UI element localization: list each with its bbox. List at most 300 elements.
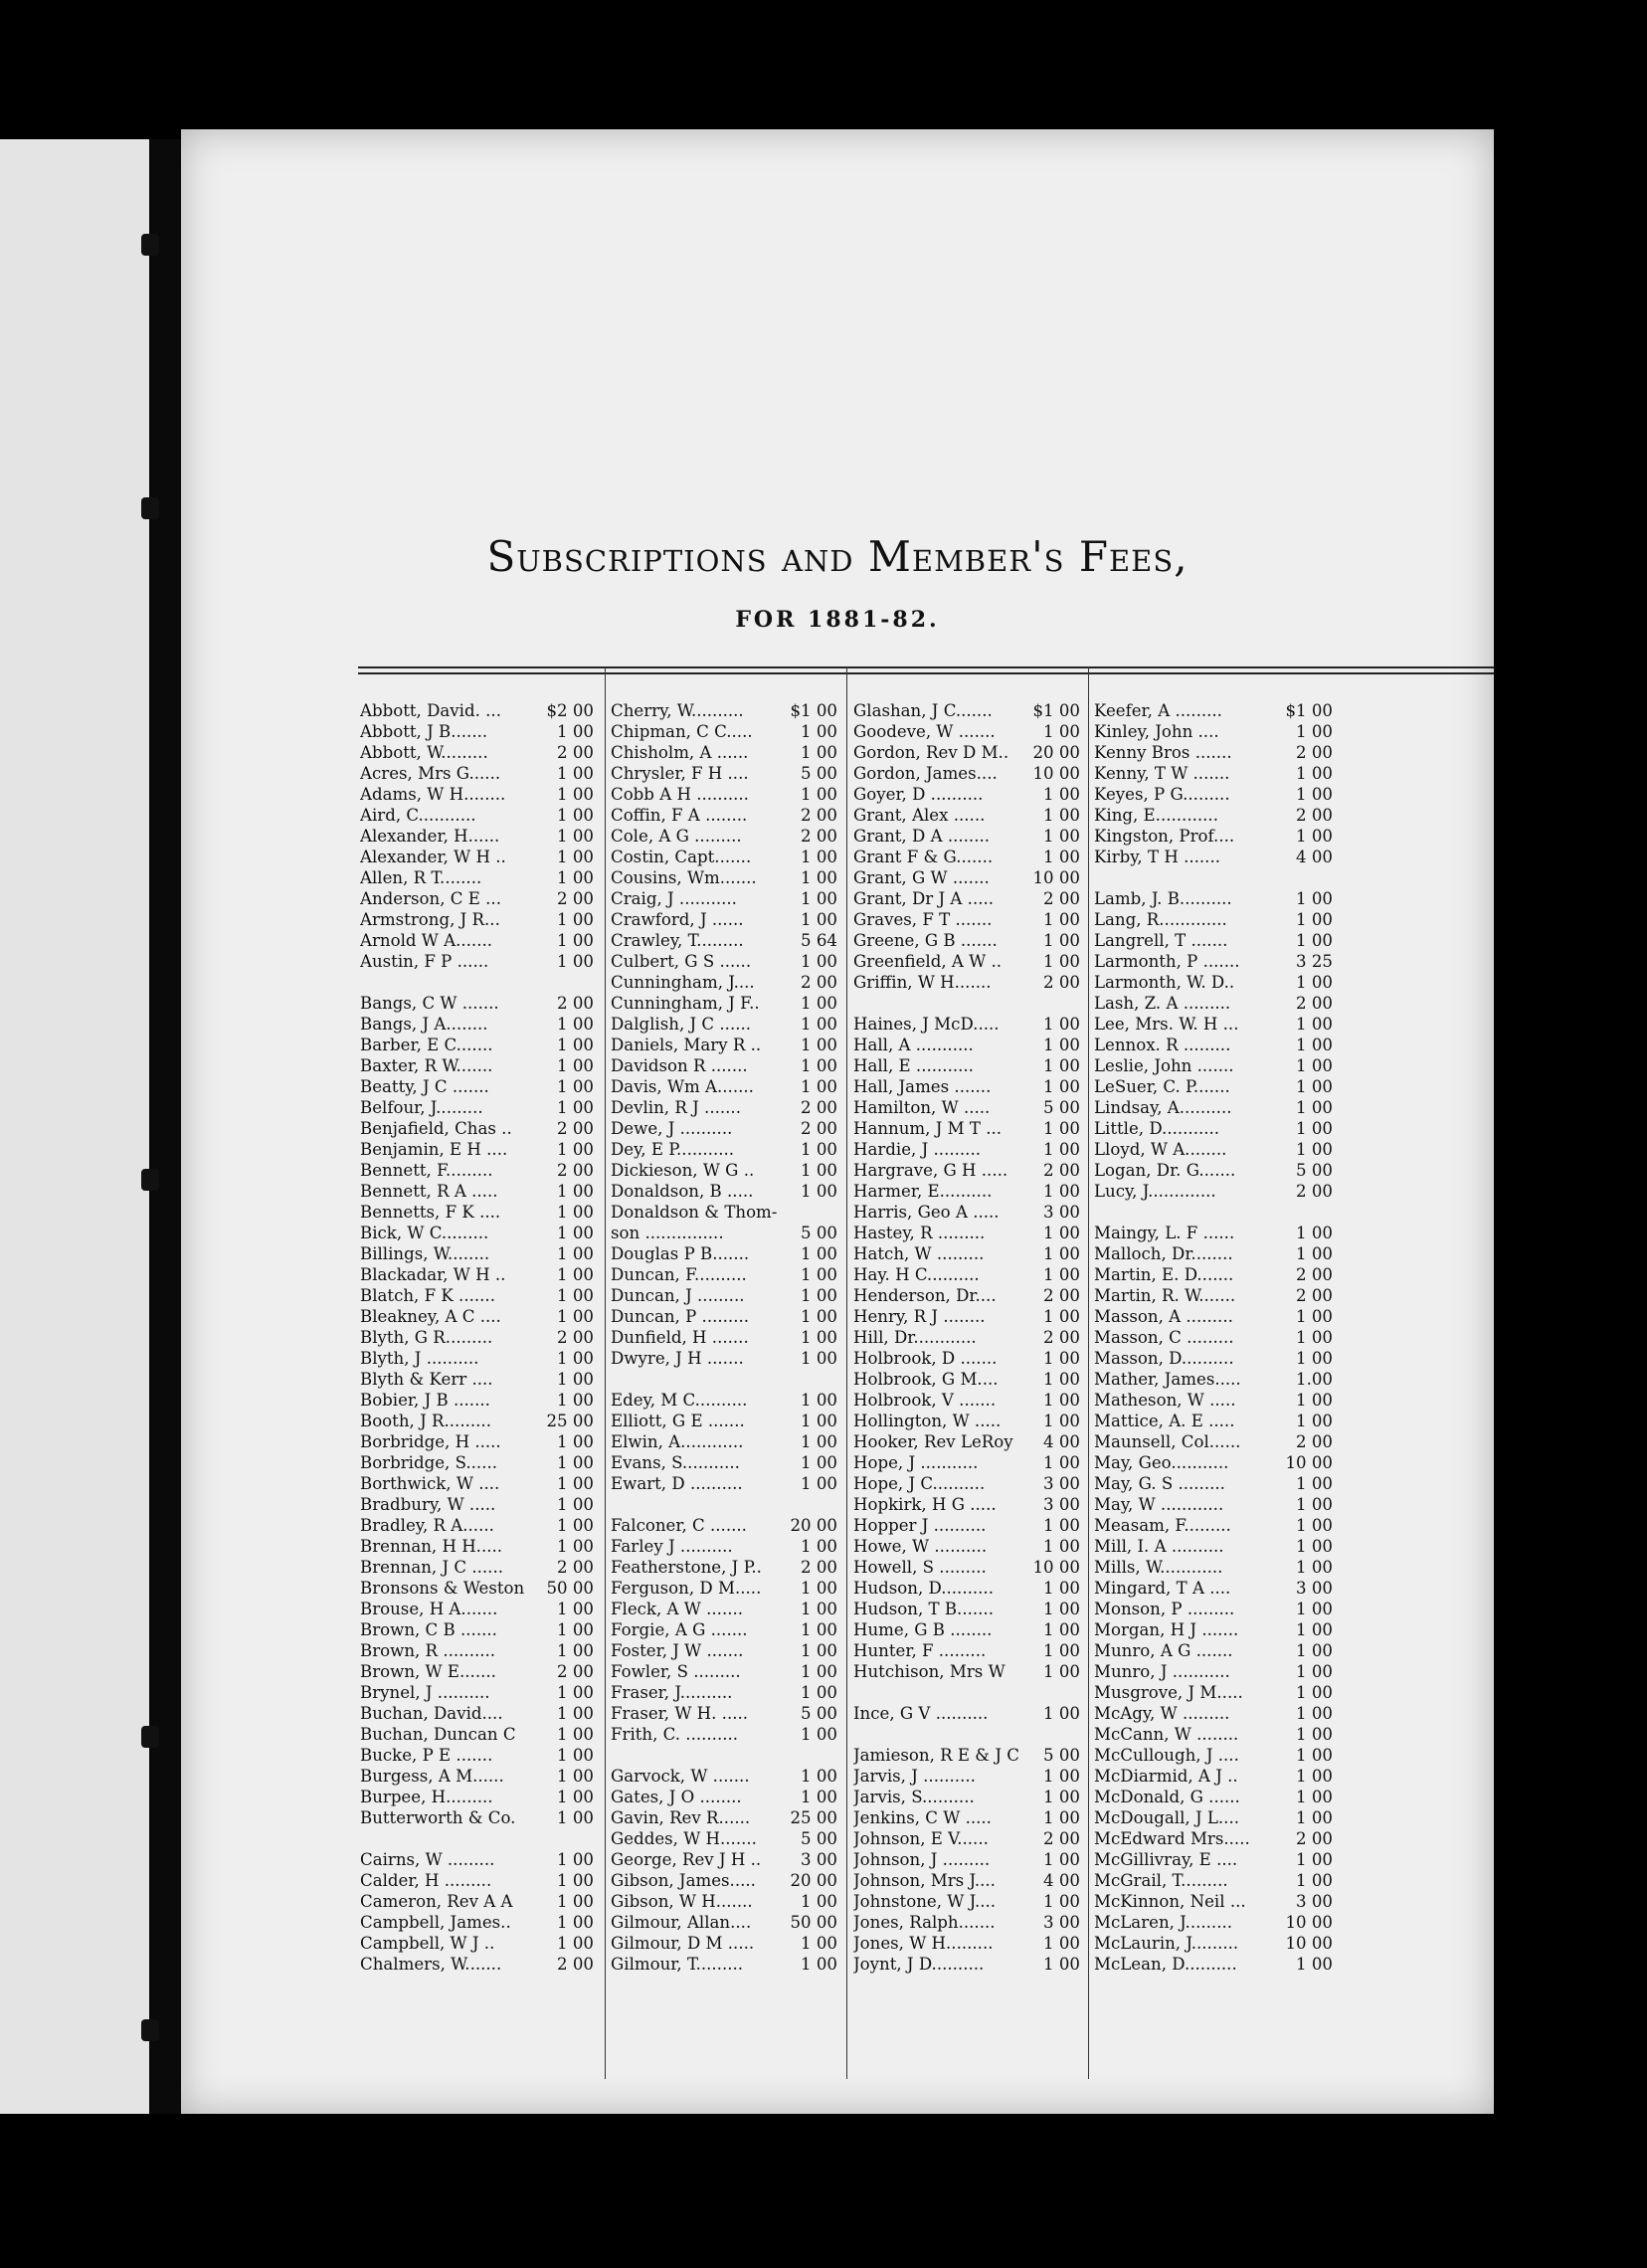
subscription-amount: 1 00 xyxy=(1296,1244,1333,1263)
subscription-amount: 2 00 xyxy=(1043,889,1080,908)
subscriber-entry xyxy=(1094,1473,1333,1494)
subscription-amount: 1 00 xyxy=(557,952,594,971)
subscriber-entry xyxy=(1094,1787,1333,1807)
subscriber-entry xyxy=(853,1202,1080,1223)
subscriber-entry xyxy=(611,930,837,951)
subscriber-name: Hamilton, W ..... xyxy=(853,1098,991,1117)
subscription-amount: 1 00 xyxy=(1296,1328,1333,1347)
subscriber-entry xyxy=(1094,867,1333,888)
subscription-amount: 1 00 xyxy=(557,1600,594,1618)
subscriber-entry xyxy=(1094,1181,1333,1202)
subscriber-entry xyxy=(853,1787,1080,1807)
column-divider xyxy=(846,666,847,2079)
subscriber-entry xyxy=(360,930,594,951)
subscription-amount: 20 00 xyxy=(1032,743,1080,762)
subscriber-entry xyxy=(611,1202,837,1223)
subscriber-entry xyxy=(360,1766,594,1787)
subscription-amount: 1 00 xyxy=(1296,1349,1333,1368)
subscription-amount xyxy=(831,1369,837,1390)
subscriber-entry xyxy=(1094,1724,1333,1745)
subscriber-name: Grant, D A ........ xyxy=(853,827,991,846)
subscriber-entry xyxy=(853,1578,1080,1599)
subscription-amount: 1 00 xyxy=(801,1140,837,1159)
subscriber-entry xyxy=(1094,1557,1333,1578)
subscriber-name: Lamb, J. B.......... xyxy=(1094,889,1232,908)
subscriber-name: Chisholm, A ...... xyxy=(611,743,749,762)
subscription-amount: 50 00 xyxy=(546,1579,594,1598)
subscription-amount: 1 00 xyxy=(1043,1349,1080,1368)
subscription-amount: 2 00 xyxy=(1296,994,1333,1013)
subscriber-name: Falconer, C ....... xyxy=(611,1516,747,1535)
subscription-amount: 1 00 xyxy=(557,1934,594,1953)
subscriber-name: Alexander, H...... xyxy=(360,827,500,846)
subscription-amount: 1 00 xyxy=(557,1453,594,1472)
subscriber-name: McLean, D.......... xyxy=(1094,1955,1237,1974)
subscriber-entry xyxy=(611,1703,837,1724)
subscription-amount: 1 00 xyxy=(1296,1056,1333,1075)
column-divider xyxy=(1088,666,1089,2079)
subscription-amount: 2 00 xyxy=(557,994,594,1013)
subscription-amount: 1 00 xyxy=(801,1349,837,1368)
subscription-amount: 1 00 xyxy=(1043,1265,1080,1284)
subscriber-entry xyxy=(360,1891,594,1912)
subscriber-entry xyxy=(611,1912,837,1933)
subscriber-name: Brennan, J C ...... xyxy=(360,1558,503,1577)
subscriber-name: Goyer, D .......... xyxy=(853,785,984,804)
subscription-amount: $1 00 xyxy=(790,701,837,720)
subscription-amount: 1 00 xyxy=(557,1683,594,1702)
subscriber-name: Measam, F......... xyxy=(1094,1516,1231,1535)
subscription-amount: 1 00 xyxy=(557,1015,594,1034)
subscription-amount: 1 00 xyxy=(1043,848,1080,866)
subscriber-entry xyxy=(360,1139,594,1160)
subscriber-name: Hudson, D.......... xyxy=(853,1579,994,1598)
subscriber-entry xyxy=(611,1787,837,1807)
subscriber-entry xyxy=(853,763,1080,784)
subscription-amount: 1 00 xyxy=(801,785,837,804)
subscriber-entry xyxy=(611,1828,837,1849)
subscriber-entry xyxy=(611,1849,837,1870)
subscriber-entry xyxy=(360,1933,594,1954)
subscription-amount: 1 00 xyxy=(801,1579,837,1598)
subscriber-entry xyxy=(611,1473,837,1494)
subscriber-name: Gavin, Rev R...... xyxy=(611,1808,751,1827)
subscriber-entry xyxy=(853,1912,1080,1933)
subscriber-entry xyxy=(611,1891,837,1912)
subscriber-entry xyxy=(853,1494,1080,1515)
subscriber-name: Bangs, J A........ xyxy=(360,1015,488,1034)
subscription-amount: 1 00 xyxy=(801,1307,837,1326)
subscriber-entry xyxy=(853,1306,1080,1327)
subscriber-name: Cherry, W.......... xyxy=(611,701,744,720)
subscription-amount: 1 00 xyxy=(801,1725,837,1744)
subscriber-name: Belfour, J......... xyxy=(360,1098,483,1117)
subscription-amount: 1 00 xyxy=(1296,1788,1333,1806)
subscriber-entry xyxy=(611,1807,837,1828)
subscription-amount: $1 00 xyxy=(1285,701,1333,720)
subscriber-name: May, W ............ xyxy=(1094,1495,1224,1514)
subscriber-name: Austin, F P ...... xyxy=(360,952,489,971)
subscriber-name: Hall, James ....... xyxy=(853,1077,992,1096)
subscription-amount: 1 00 xyxy=(1043,1370,1080,1389)
binding-stitch xyxy=(141,497,159,519)
subscription-amount: 1 00 xyxy=(557,1203,594,1222)
subscriber-entry xyxy=(1094,1076,1333,1097)
subscriber-name: Brown, R .......... xyxy=(360,1641,496,1660)
subscriber-name: Brown, W E....... xyxy=(360,1662,496,1681)
subscriber-name: Monson, P ......... xyxy=(1094,1600,1235,1618)
subscriber-entry xyxy=(1094,721,1333,742)
subscriber-name: Davis, Wm A....... xyxy=(611,1077,754,1096)
subscriber-column-4 xyxy=(1094,700,1333,1975)
subscriber-name: Geddes, W H....... xyxy=(611,1829,757,1848)
subscriber-entry xyxy=(611,1557,837,1578)
subscription-amount xyxy=(1074,1724,1080,1745)
subscriber-entry xyxy=(360,1473,594,1494)
subscription-amount: 1 00 xyxy=(1043,1307,1080,1326)
subscription-amount: 1 00 xyxy=(557,1871,594,1890)
subscriber-name: Leslie, John ....... xyxy=(1094,1056,1234,1075)
subscriber-entry xyxy=(1094,700,1333,721)
subscriber-name: Donaldson, B ..... xyxy=(611,1182,754,1201)
subscriber-entry xyxy=(611,1348,837,1369)
subscriber-name: Malloch, Dr........ xyxy=(1094,1244,1233,1263)
subscriber-name: McDiarmid, A J .. xyxy=(1094,1767,1238,1786)
subscriber-entry xyxy=(360,1369,594,1390)
subscriber-entry xyxy=(611,700,837,721)
subscription-amount: 1 00 xyxy=(801,910,837,929)
subscriber-entry xyxy=(853,1599,1080,1619)
subscriber-name: McLaren, J......... xyxy=(1094,1913,1233,1932)
subscriber-name: Bradley, R A...... xyxy=(360,1516,494,1535)
subscription-amount: 2 00 xyxy=(557,1662,594,1681)
subscriber-entry xyxy=(1094,1870,1333,1891)
subscriber-name: McKinnon, Neil ... xyxy=(1094,1892,1246,1911)
subscription-amount: 2 00 xyxy=(557,1328,594,1347)
subscription-amount: 1 00 xyxy=(801,722,837,741)
subscriber-name: Craig, J ........... xyxy=(611,889,737,908)
subscription-amount: 1 00 xyxy=(1296,1015,1333,1034)
subscriber-name: Langrell, T ....... xyxy=(1094,931,1228,950)
subscriber-name: Harmer, E.......... xyxy=(853,1182,993,1201)
subscriber-entry xyxy=(611,1452,837,1473)
subscription-amount: 1 00 xyxy=(1296,1036,1333,1054)
subscriber-name: Blackadar, W H .. xyxy=(360,1265,506,1284)
subscriber-name: Gordon, James.... xyxy=(853,764,998,783)
subscriber-entry xyxy=(1094,888,1333,909)
subscriber-entry xyxy=(360,805,594,826)
subscription-amount: 1 00 xyxy=(557,1056,594,1075)
subscriber-entry xyxy=(853,1473,1080,1494)
subscriber-entry xyxy=(1094,1640,1333,1661)
subscription-amount: 1 00 xyxy=(1043,1641,1080,1660)
subscriber-column-1 xyxy=(360,700,594,1975)
subscriber-entry xyxy=(611,1285,837,1306)
subscription-amount: 1 00 xyxy=(1296,722,1333,741)
subscription-amount: 2 00 xyxy=(1296,1829,1333,1848)
subscription-amount: 2 00 xyxy=(1296,743,1333,762)
subscriber-entry xyxy=(611,1745,837,1766)
subscriber-name: Dey, E P........... xyxy=(611,1140,735,1159)
subscriber-name: Benjamin, E H .... xyxy=(360,1140,508,1159)
subscription-amount: 1 00 xyxy=(801,1432,837,1451)
subscriber-entry xyxy=(360,826,594,847)
subscriber-name: Jones, Ralph....... xyxy=(853,1913,996,1932)
subscription-amount: 2 00 xyxy=(557,1119,594,1138)
subscriber-entry xyxy=(853,1431,1080,1452)
subscriber-entry xyxy=(611,1724,837,1745)
subscriber-entry xyxy=(360,700,594,721)
subscriber-name: McDonald, G ...... xyxy=(1094,1788,1240,1806)
subscriber-entry xyxy=(853,993,1080,1014)
subscriber-name: Duncan, P ......... xyxy=(611,1307,750,1326)
subscription-amount: 1 00 xyxy=(1043,1036,1080,1054)
subscriber-entry xyxy=(360,742,594,763)
subscriber-name: Maingy, L. F ...... xyxy=(1094,1224,1235,1242)
subscriber-entry xyxy=(611,742,837,763)
subscription-amount: 1 00 xyxy=(1296,1516,1333,1535)
subscriber-name: Griffin, W H....... xyxy=(853,973,992,992)
subscriber-entry xyxy=(1094,1954,1333,1975)
subscriber-entry xyxy=(1094,1306,1333,1327)
subscriber-entry xyxy=(853,1828,1080,1849)
subscription-amount: 1 00 xyxy=(801,1662,837,1681)
subscriber-name: Borbridge, H ..... xyxy=(360,1432,501,1451)
subscriber-entry xyxy=(853,1536,1080,1557)
subscriber-name: Greenfield, A W .. xyxy=(853,952,1003,971)
subscriber-name: Hutchison, Mrs W xyxy=(853,1662,1006,1681)
subscriber-entry xyxy=(360,1306,594,1327)
subscription-amount: 1 00 xyxy=(557,1474,594,1493)
subscriber-entry xyxy=(360,1682,594,1703)
subscription-amount: 1 00 xyxy=(1296,1558,1333,1577)
subscriber-name: Johnstone, W J.... xyxy=(853,1892,997,1911)
subscriber-name: Cameron, Rev A A xyxy=(360,1892,513,1911)
subscriber-entry xyxy=(853,1035,1080,1055)
subscriber-name: Lindsay, A.......... xyxy=(1094,1098,1232,1117)
subscriber-name: Devlin, R J ....... xyxy=(611,1098,741,1117)
subscriber-name: Garvock, W ....... xyxy=(611,1767,750,1786)
subscription-amount: 1 00 xyxy=(1043,1182,1080,1201)
subscriber-entry xyxy=(853,1703,1080,1724)
subscriber-name: Musgrove, J M..... xyxy=(1094,1683,1243,1702)
subscriber-name: Grant, Alex ...... xyxy=(853,806,986,825)
subscriber-name: Costin, Capt....... xyxy=(611,848,752,866)
subscriber-name: Bangs, C W ....... xyxy=(360,994,499,1013)
subscriber-name: Forgie, A G ....... xyxy=(611,1620,748,1639)
subscriber-name: Cousins, Wm....... xyxy=(611,868,757,887)
subscriber-entry xyxy=(853,1139,1080,1160)
subscription-amount: 1 00 xyxy=(1043,1119,1080,1138)
subscription-amount: 2 00 xyxy=(1043,1286,1080,1305)
subscriber-name: Joynt, J D.......... xyxy=(853,1955,985,1974)
subscription-amount: 1 00 xyxy=(557,1767,594,1786)
subscriber-name: Bobier, J B ....... xyxy=(360,1391,490,1410)
subscription-amount: 20 00 xyxy=(790,1516,837,1535)
binding-stitch xyxy=(141,1726,159,1748)
subscriber-entry xyxy=(360,1035,594,1055)
subscription-amount: 1 00 xyxy=(1296,1662,1333,1681)
subscriber-entry xyxy=(1094,1369,1333,1390)
subscriber-name: Gilmour, T......... xyxy=(611,1955,744,1974)
subscriber-entry xyxy=(360,951,594,972)
subscriber-entry xyxy=(1094,1327,1333,1348)
subscriber-entry xyxy=(611,1243,837,1264)
subscriber-name: Johnson, Mrs J.... xyxy=(853,1871,996,1890)
binding-stitch xyxy=(141,234,159,256)
subscriber-name: McGillivray, E .... xyxy=(1094,1850,1238,1869)
subscriber-name: Kenny, T W ....... xyxy=(1094,764,1230,783)
subscription-amount: 1 00 xyxy=(1296,1537,1333,1556)
subscriber-entry xyxy=(360,1870,594,1891)
subscription-amount: 1 00 xyxy=(1043,1704,1080,1723)
subscriber-name: Harris, Geo A ..... xyxy=(853,1203,1000,1222)
subscriber-name: Bleakney, A C .... xyxy=(360,1307,501,1326)
subscription-amount: 5 00 xyxy=(801,1224,837,1242)
subscription-amount: 1 00 xyxy=(557,764,594,783)
subscription-amount: 1 00 xyxy=(1043,931,1080,950)
subscription-amount: 2 00 xyxy=(1296,1182,1333,1201)
subscriber-name: Burpee, H......... xyxy=(360,1788,493,1806)
subscriber-entry xyxy=(1094,1599,1333,1619)
subscriber-entry xyxy=(360,1452,594,1473)
subscriber-entry xyxy=(360,1619,594,1640)
subscriber-name: Fleck, A W ....... xyxy=(611,1600,744,1618)
subscriber-entry xyxy=(1094,1494,1333,1515)
subscription-amount: 1 00 xyxy=(1043,722,1080,741)
subscription-amount: 1 00 xyxy=(801,1244,837,1263)
subscription-amount: 10 00 xyxy=(1032,1558,1080,1577)
subscriber-entry xyxy=(853,742,1080,763)
subscriber-name: Alexander, W H .. xyxy=(360,848,506,866)
subscriber-name: Lennox. R ......... xyxy=(1094,1036,1231,1054)
subscriber-entry xyxy=(360,784,594,805)
subscriber-name: Maunsell, Col...... xyxy=(1094,1432,1241,1451)
subscriber-name: Brennan, H H..... xyxy=(360,1537,503,1556)
subscription-amount: 1 00 xyxy=(557,1495,594,1514)
subscriber-name: Chipman, C C..... xyxy=(611,722,753,741)
subscriber-entry xyxy=(611,1076,837,1097)
subscriber-entry xyxy=(360,1014,594,1035)
subscription-amount: 1 00 xyxy=(1296,1767,1333,1786)
subscriber-entry xyxy=(360,1599,594,1619)
subscription-amount: 1 00 xyxy=(557,1725,594,1744)
subscriber-name: Mattice, A. E ..... xyxy=(1094,1412,1235,1430)
subscriber-name: Masson, D.......... xyxy=(1094,1349,1234,1368)
subscription-amount: 1 00 xyxy=(557,848,594,866)
subscription-amount: 1 00 xyxy=(1043,806,1080,825)
subscriber-entry xyxy=(853,1849,1080,1870)
subscription-amount: 1 00 xyxy=(557,1244,594,1263)
subscription-amount: 5 64 xyxy=(801,931,837,950)
subscriber-entry xyxy=(853,1348,1080,1369)
subscriber-entry xyxy=(1094,1139,1333,1160)
subscription-amount: 1 00 xyxy=(801,1412,837,1430)
subscriber-name: Buchan, David.... xyxy=(360,1704,503,1723)
subscriber-entry xyxy=(360,1076,594,1097)
subscriber-entry xyxy=(1094,993,1333,1014)
subscription-amount: 1 00 xyxy=(1296,1391,1333,1410)
subscriber-name: Gibson, W H....... xyxy=(611,1892,753,1911)
subscriber-name: Bennett, R A ..... xyxy=(360,1182,498,1201)
subscriber-entry xyxy=(360,1640,594,1661)
subscriber-entry xyxy=(853,1390,1080,1411)
subscription-amount: 1 00 xyxy=(801,868,837,887)
subscriber-entry xyxy=(611,1933,837,1954)
subscriber-entry xyxy=(1094,1682,1333,1703)
subscription-amount: 3 25 xyxy=(1296,952,1333,971)
subscriber-name: Kinley, John .... xyxy=(1094,722,1219,741)
subscriber-entry xyxy=(611,1097,837,1118)
subscription-amount: 1 00 xyxy=(801,1391,837,1410)
subscriber-name: Brown, C B ....... xyxy=(360,1620,497,1639)
subscriber-entry xyxy=(611,826,837,847)
subscriber-name: Cole, A G ......... xyxy=(611,827,742,846)
subscription-amount: 3 00 xyxy=(801,1850,837,1869)
subscriber-name: Ince, G V .......... xyxy=(853,1704,989,1723)
subscriber-entry xyxy=(611,1870,837,1891)
subscription-amount: 1 00 xyxy=(557,1036,594,1054)
subscriber-entry xyxy=(1094,1661,1333,1682)
subscription-amount: 50 00 xyxy=(790,1913,837,1932)
subscription-amount: 1 00 xyxy=(557,1286,594,1305)
subscriber-entry xyxy=(1094,784,1333,805)
subscriber-entry xyxy=(853,888,1080,909)
subscription-amount: 1 00 xyxy=(1296,1620,1333,1639)
subscriber-name: Cairns, W ......... xyxy=(360,1850,495,1869)
subscriber-name: Bick, W C......... xyxy=(360,1224,489,1242)
subscriber-name: Henry, R J ........ xyxy=(853,1307,986,1326)
subscription-amount: 1 00 xyxy=(557,868,594,887)
subscriber-name: Hall, A ........... xyxy=(853,1036,974,1054)
subscriber-name: Edey, M C.......... xyxy=(611,1391,748,1410)
subscription-amount: 1 00 xyxy=(557,1620,594,1639)
subscription-amount: 1 00 xyxy=(557,785,594,804)
subscriber-entry xyxy=(360,1055,594,1076)
subscriber-entry xyxy=(360,1494,594,1515)
subscriber-entry xyxy=(853,1452,1080,1473)
subscriber-name: Hardie, J ......... xyxy=(853,1140,981,1159)
subscriber-name: Barber, E C....... xyxy=(360,1036,493,1054)
subscription-amount: 1 00 xyxy=(1296,1412,1333,1430)
subscriber-entry xyxy=(611,1223,837,1243)
subscriber-name: Bennett, F......... xyxy=(360,1161,493,1180)
subscription-amount: 1 00 xyxy=(1043,1244,1080,1263)
subscriber-entry xyxy=(611,1181,837,1202)
subscription-amount: 1 00 xyxy=(1043,1767,1080,1786)
subscriber-entry xyxy=(1094,1097,1333,1118)
subscriber-name: Duncan, J ......... xyxy=(611,1286,745,1305)
subscription-amount: 1 00 xyxy=(1043,827,1080,846)
subscriber-entry xyxy=(853,1076,1080,1097)
subscription-amount: 1 00 xyxy=(1296,1600,1333,1618)
subscriber-entry xyxy=(1094,805,1333,826)
subscriber-entry xyxy=(360,1160,594,1181)
subscription-amount: $1 00 xyxy=(1032,701,1080,720)
subscriber-name: Daniels, Mary R .. xyxy=(611,1036,762,1054)
subscriber-name: Gilmour, D M ..... xyxy=(611,1934,755,1953)
subscription-amount: 1 00 xyxy=(1043,1224,1080,1242)
subscriber-entry xyxy=(611,1661,837,1682)
subscriber-name: Lloyd, W A........ xyxy=(1094,1140,1227,1159)
subscriber-name: Gordon, Rev D M.. xyxy=(853,743,1009,762)
subscriber-name: Hatch, W ......... xyxy=(853,1244,985,1263)
subscription-amount: 10 00 xyxy=(1285,1453,1333,1472)
subscription-amount: 1 00 xyxy=(1043,1412,1080,1430)
binding-stitch xyxy=(141,1169,159,1191)
subscriber-name: Lang, R............. xyxy=(1094,910,1227,929)
subscriber-entry xyxy=(360,1787,594,1807)
